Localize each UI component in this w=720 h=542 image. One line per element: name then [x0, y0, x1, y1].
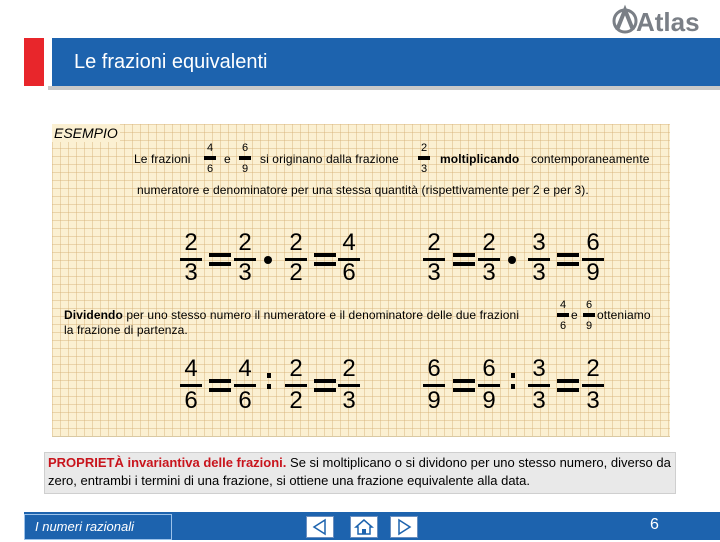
- equals-sign-bottom: [453, 262, 475, 266]
- equals-sign-top: [209, 253, 231, 257]
- division-colon-bottom: [267, 384, 271, 389]
- fraction-bar: [557, 313, 569, 317]
- big-denominator: 3: [184, 259, 198, 286]
- equals-sign-top: [453, 253, 475, 257]
- fraction-bar: [418, 156, 430, 160]
- property-body: Se si moltiplicano o si dividono per uno stesso numero, diverso da zero, entrambi i termini di una frazione, si ottiene una frazione equivalente alla data.: [48, 455, 671, 488]
- big-numerator: 2: [184, 229, 198, 256]
- fraction-numerator: 2: [420, 142, 428, 154]
- big-denominator: 3: [342, 387, 356, 414]
- property-heading: PROPRIETÀ invariantiva delle frazioni.: [48, 455, 287, 470]
- big-numerator: 6: [586, 229, 600, 256]
- page-number: 6: [650, 516, 659, 533]
- section-label: I numeri razionali: [24, 514, 172, 540]
- big-denominator: 9: [586, 259, 600, 286]
- multiply-dot: [264, 256, 272, 264]
- equals-sign-bottom: [209, 262, 231, 266]
- example-label: ESEMPIO: [54, 125, 118, 141]
- big-denominator: 6: [238, 387, 252, 414]
- example-line-2: numeratore e denominatore per una stessa quantità (rispettivamente per 2 e per 3).: [137, 183, 589, 197]
- triangle-left-icon: [307, 517, 333, 537]
- big-numerator: 6: [427, 355, 441, 382]
- equals-sign-top: [314, 253, 336, 257]
- big-denominator: 9: [427, 387, 441, 414]
- big-numerator: 2: [482, 229, 496, 256]
- and-word: e: [571, 308, 578, 322]
- fraction-bar: [204, 156, 216, 160]
- multiply-rest: contemporaneamente: [531, 152, 650, 166]
- equals-sign-top: [453, 379, 475, 383]
- big-denominator: 3: [482, 259, 496, 286]
- division-line-2: la frazione di partenza.: [64, 323, 188, 337]
- big-numerator: 2: [342, 355, 356, 382]
- big-denominator: 6: [342, 259, 356, 286]
- big-numerator: 3: [532, 355, 546, 382]
- fraction-numerator: 4: [559, 299, 567, 311]
- next-button[interactable]: [390, 516, 418, 538]
- previous-button[interactable]: [306, 516, 334, 538]
- multiply-dot: [508, 256, 516, 264]
- big-denominator: 2: [289, 259, 303, 286]
- title-shadow: [48, 86, 720, 90]
- fraction-numerator: 6: [241, 142, 249, 154]
- big-numerator: 6: [482, 355, 496, 382]
- equals-sign-bottom: [314, 262, 336, 266]
- fraction-denominator: 9: [585, 320, 593, 332]
- logo-text: Atlas: [636, 7, 700, 37]
- equals-sign-top: [557, 379, 579, 383]
- fraction-bar: [239, 156, 251, 160]
- equals-sign-bottom: [557, 262, 579, 266]
- big-denominator: 3: [586, 387, 600, 414]
- division-rest: per uno stesso numero il numeratore e il denominatore delle due frazioni: [126, 308, 520, 322]
- property-text: [48, 454, 674, 490]
- big-numerator: 2: [289, 355, 303, 382]
- triangle-right-icon: [391, 517, 417, 537]
- big-denominator: 3: [238, 259, 252, 286]
- big-numerator: 2: [238, 229, 252, 256]
- fraction-numerator: 4: [206, 142, 214, 154]
- home-icon: [351, 517, 377, 537]
- big-numerator: 4: [184, 355, 198, 382]
- division-colon-top: [511, 373, 515, 378]
- multiply-bold: moltiplicando: [440, 152, 520, 166]
- big-numerator: 2: [427, 229, 441, 256]
- fraction-denominator: 3: [420, 163, 428, 175]
- fraction-numerator: 6: [585, 299, 593, 311]
- division-colon-bottom: [511, 384, 515, 389]
- equals-sign-bottom: [557, 388, 579, 392]
- division-tail: otteniamo: [597, 308, 651, 322]
- big-numerator: 2: [586, 355, 600, 382]
- fraction-bar: [583, 313, 595, 317]
- big-denominator: 3: [532, 387, 546, 414]
- big-numerator: 2: [289, 229, 303, 256]
- page-title: Le frazioni equivalenti: [52, 38, 720, 86]
- equals-sign-bottom: [314, 388, 336, 392]
- fraction-denominator: 9: [241, 163, 249, 175]
- division-text: [64, 308, 519, 322]
- equals-sign-top: [314, 379, 336, 383]
- big-denominator: 3: [532, 259, 546, 286]
- example-intro: Le frazioni: [134, 152, 191, 166]
- home-button[interactable]: [350, 516, 378, 538]
- footer-spacer: [0, 512, 24, 540]
- derive-text: si originano dalla frazione: [260, 152, 399, 166]
- big-denominator: 2: [289, 387, 303, 414]
- big-denominator: 3: [427, 259, 441, 286]
- big-numerator: 4: [238, 355, 252, 382]
- big-numerator: 4: [342, 229, 356, 256]
- big-numerator: 3: [532, 229, 546, 256]
- equals-sign-bottom: [453, 388, 475, 392]
- equals-sign-bottom: [209, 388, 231, 392]
- and-word: e: [224, 152, 231, 166]
- atlas-logo: [612, 4, 704, 38]
- fraction-denominator: 6: [559, 320, 567, 332]
- title-accent: [24, 38, 44, 86]
- division-colon-top: [267, 373, 271, 378]
- equals-sign-top: [557, 253, 579, 257]
- big-denominator: 9: [482, 387, 496, 414]
- equals-sign-top: [209, 379, 231, 383]
- big-denominator: 6: [184, 387, 198, 414]
- fraction-denominator: 6: [206, 163, 214, 175]
- division-bold: Dividendo: [64, 308, 123, 322]
